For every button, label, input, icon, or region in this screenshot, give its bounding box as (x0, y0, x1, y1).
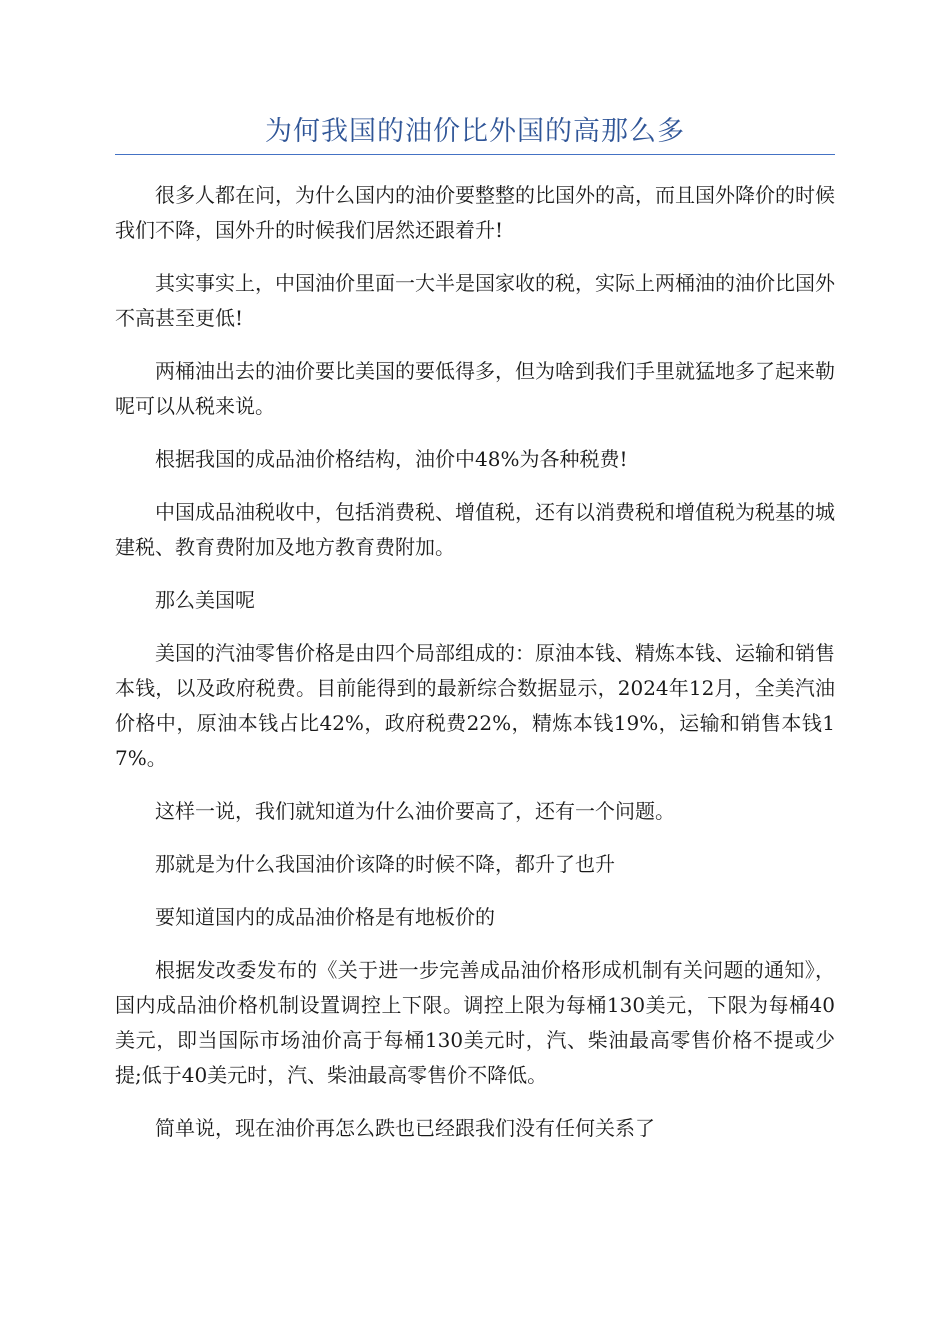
paragraph-6: 那么美国呢 (155, 588, 255, 612)
title-underline (115, 154, 835, 155)
paragraph-9: 那就是为什么我国油价该降的时候不降，都升了也升 (155, 852, 615, 876)
paragraph-1: 很多人都在问，为什么国内的油价要整整的比国外的高，而且国外降价的时候我们不降，国外升的时候我们居然还跟着升! (115, 183, 835, 242)
paragraph-4: 根据我国的成品油价格结构，油价中48%为各种税费! (155, 447, 628, 471)
paragraph-2: 其实事实上，中国油价里面一大半是国家收的税，实际上两桶油的油价比国外不高甚至更低! (115, 271, 835, 330)
paragraph-10: 要知道国内的成品油价格是有地板价的 (155, 905, 495, 929)
paragraph-7: 美国的汽油零售价格是由四个局部组成的：原油本钱、精炼本钱、运输和销售本钱，以及政府税费。目前能得到的最新综合数据显示，2024年12月，全美汽油价格中，原油本钱占比42%，政府税费22%，精炼本钱19%，运输和销售本钱17%。 (115, 641, 835, 770)
paragraph-11: 根据发改委发布的《关于进一步完善成品油价格形成机制有关问题的通知》，国内成品油价格机制设置调控上下限。调控上限为每桶130美元，下限为每桶40美元，即当国际市场油价高于每桶130美元时，汽、柴油最高零售价格不提或少提;低于40美元时，汽、柴油最高零售价不降低。 (115, 958, 835, 1087)
paragraph-12: 简单说，现在油价再怎么跌也已经跟我们没有任何关系了 (155, 1116, 655, 1140)
paragraph-5: 中国成品油税收中，包括消费税、增值税，还有以消费税和增值税为税基的城建税、教育费附加及地方教育费附加。 (115, 500, 835, 559)
paragraph-8: 这样一说，我们就知道为什么油价要高了，还有一个问题。 (155, 799, 675, 823)
paragraph-3: 两桶油出去的油价要比美国的要低得多，但为啥到我们手里就猛地多了起来勒呢可以从税来说。 (115, 359, 835, 418)
document-body (115, 178, 835, 1164)
document-title: 为何我国的油价比外国的高那么多 (265, 116, 685, 147)
